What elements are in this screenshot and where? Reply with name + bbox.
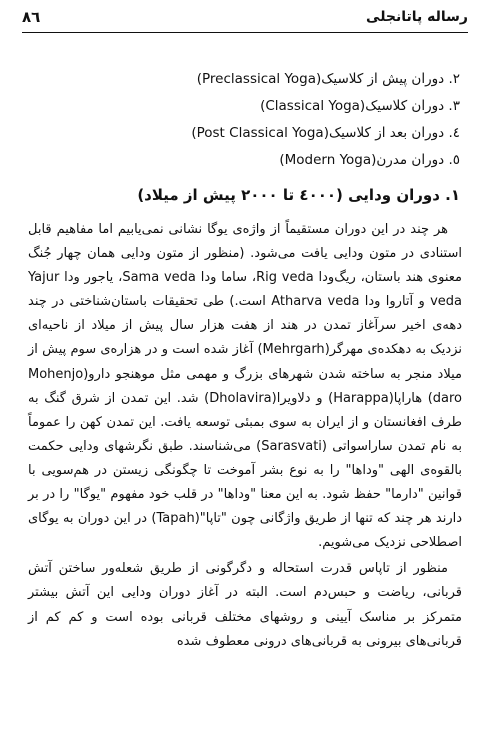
body-paragraph: منظور از تاپاس قدرت استحاله و دگرگونی از طریق شعله‌ور ساختن آتش قربانی، ریاضت و حبس‌دم است. البته در آغاز دوران ودایی این آتش بیشتر متمرکز بر مناسک آیینی و روشهای مختلف قربانی بوده است و کم کم از قربانی‌های بیرونی به قربانی‌های درونی معطوف شده — [28, 561, 462, 649]
period-item: ۳. دوران کلاسیک(Classical Yoga) — [260, 98, 460, 114]
period-item: ٤. دوران بعد از کلاسیک(Post Classical Yoga) — [191, 125, 460, 141]
period-item: ۲. دوران پیش از کلاسیک(Preclassical Yoga) — [196, 71, 460, 87]
page-number: ٨٦ — [22, 8, 41, 26]
body-paragraph: هر چند در این دوران مستقیماً از واژه‌ی یوگا نشانی نمی‌یابیم اما مفاهیم قابل استنادی در متون ودایی یافت می‌شود. (منظور از متون ودایی همان چهار جُنگ معنوی هند باستان، ریگ‌ودا Rig veda، ساما ودا Sama veda، یاجور ودا Yajur veda و آتاروا ودا Atharva veda است.) طی تحقیقات باستان‌شناختی در چند دهه‌ی اخیر سرآغاز تمدن در هند از هفت هزار سال پیش از میلاد از ناحیه‌ای نزدیک به دهکده‌ی مهرگر(Mehrgarh) آغاز شده است و در هزاره‌ی سوم پیش از میلاد منجر به ساخته شدن شهرهای بزرگ و مهمی مثل موهنجو دارو(Mohenjo daro) هاراپا(Harappa) و دلاویرا(Dholavira) شد. این تمدن از شرق گنگ به طرف افغانستان و از ایران به سوی بمبئی توسعه یافت. این تمدن کهن را عموماً به نام تمدن ساراسواتی (Sarasvati) می‌شناسند. طبق نگرشهای ودایی حکمت بالقوه‌ی الهی "وداها" را به نوع بشر آموخت تا چگونگی زیستن در هم‌سویی با قوانین "دارما" حفظ شود. به این معنا "وداها" در قلب خود مفهوم "یوگا" را در بر دارند هر چند که تنها از طریق واژگانی چون "تاپا"(Tapah) در این دوران به یوگای اصطلاحی نزدیک می‌شویم. — [28, 222, 463, 551]
book-title: رساله پاتانجلی — [366, 9, 468, 25]
running-header — [22, 2, 468, 33]
body-text — [28, 218, 462, 654]
period-list — [150, 66, 460, 174]
period-item: ٥. دوران مدرن(Modern Yoga) — [279, 152, 460, 168]
section-heading: ۱. دوران ودایی (٤٠٠٠ تا ٢٠٠٠ پیش از میلاد) — [137, 186, 460, 204]
